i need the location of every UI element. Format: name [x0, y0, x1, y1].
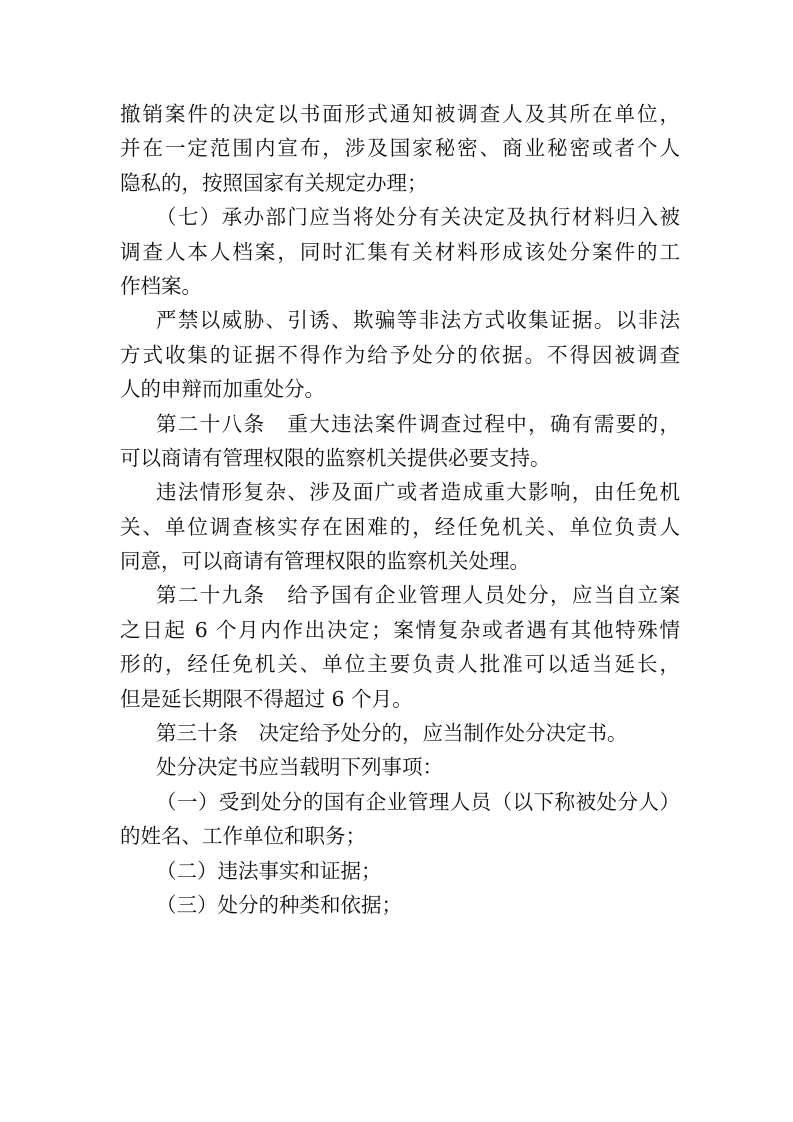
text-line: 违法情形复杂、涉及面广或者造成重大影响，由任免机 [156, 480, 680, 505]
text-line: 之日起 6 个月内作出决定；案情复杂或者遇有其他特殊情 [120, 617, 680, 642]
text-line: 严禁以威胁、引诱、欺骗等非法方式收集证据。以非法 [156, 308, 680, 333]
text-line: 隐私的，按照国家有关规定办理； [120, 170, 428, 195]
text-line: 并在一定范围内宣布，涉及国家秘密、商业秘密或者个人 [120, 136, 680, 161]
text-line: 作档案。 [120, 273, 202, 298]
text-line: 但是延长期限不得超过 6 个月。 [120, 686, 413, 711]
text-line: 第二十八条 重大违法案件调查过程中，确有需要的， [156, 411, 680, 436]
text-line: 可以商请有管理权限的监察机关提供必要支持。 [120, 445, 551, 470]
text-line: 处分决定书应当载明下列事项： [156, 755, 443, 780]
text-line: 第二十九条 给予国有企业管理人员处分，应当自立案 [156, 583, 680, 608]
text-line: （二）违法事实和证据； [156, 858, 382, 883]
text-line: 人的申辩而加重处分。 [120, 377, 325, 402]
text-line: （三）处分的种类和依据； [156, 892, 402, 917]
document-body [120, 97, 680, 922]
text-line: 形的，经任免机关、单位主要负责人批准可以适当延长， [120, 652, 680, 677]
text-line: 关、单位调查核实存在困难的，经任免机关、单位负责人 [120, 514, 680, 539]
text-line: 第三十条 决定给予处分的，应当制作处分决定书。 [156, 721, 628, 746]
text-line: （一）受到处分的国有企业管理人员（以下称被处分人） [156, 789, 680, 814]
text-line: 调查人本人档案，同时汇集有关材料形成该处分案件的工 [120, 239, 680, 264]
text-line: 同意，可以商请有管理权限的监察机关处理。 [120, 549, 530, 574]
text-line: 撤销案件的决定以书面形式通知被调查人及其所在单位， [120, 102, 680, 126]
text-line: 方式收集的证据不得作为给予处分的依据。不得因被调查 [120, 342, 680, 367]
text-line: （七）承办部门应当将处分有关决定及执行材料归入被 [156, 205, 680, 230]
text-line: 的姓名、工作单位和职务； [120, 824, 366, 849]
